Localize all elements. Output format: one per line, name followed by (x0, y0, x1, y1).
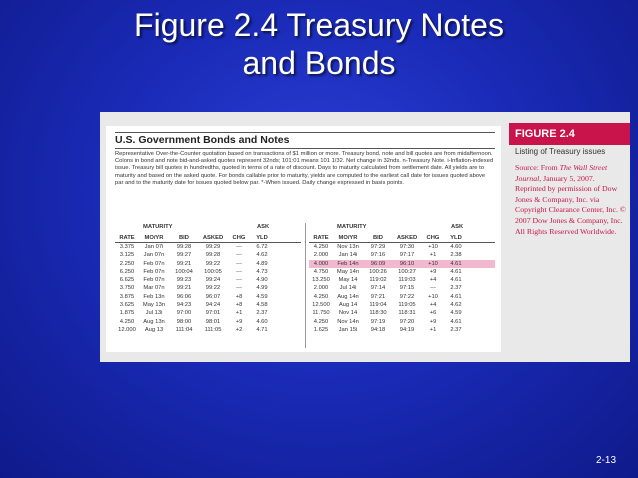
grid-divider (305, 223, 306, 348)
table-cell: 99:22 (205, 285, 221, 292)
table-cell: +10 (428, 244, 438, 250)
table-cell: --- (236, 252, 242, 259)
table-row (309, 309, 495, 317)
table-cell: 94:24 (205, 302, 221, 309)
table-cell: 118:30 (369, 310, 387, 317)
table-row (115, 318, 301, 326)
table-cell: 97:01 (205, 310, 221, 317)
treasury-table-sheet (106, 126, 501, 352)
header-ask: ASK (451, 224, 464, 230)
table-cell: 4.71 (256, 326, 268, 333)
table-cell: 12.000 (118, 326, 136, 333)
table-row (115, 268, 301, 276)
table-heading-rule (115, 148, 495, 149)
table-row (309, 268, 495, 276)
table-cell: +10 (428, 293, 438, 300)
table-cell: 100:27 (398, 268, 416, 275)
table-cell: 2.37 (256, 310, 268, 317)
table-cell: 97:16 (370, 252, 386, 259)
table-cell: 119:02 (369, 277, 387, 284)
table-cell: Aug 14 (338, 302, 358, 309)
figure-caption: Listing of Treasury issues (515, 147, 606, 156)
table-cell: 119:03 (398, 277, 416, 284)
table-cell: 4.61 (450, 318, 462, 325)
table-cell: 4.62 (256, 252, 268, 259)
table-cell: +10 (428, 260, 438, 267)
table-cell: 97:14 (370, 285, 386, 292)
table-cell: May 13n (142, 302, 166, 309)
table-cell: Nov 13n (337, 244, 359, 250)
table-cell: 12.500 (312, 302, 330, 309)
table-row (309, 276, 495, 284)
figure-source (515, 163, 627, 237)
table-cell: 98:01 (205, 318, 221, 325)
table-cell: Jan 15i (338, 326, 358, 333)
column-header-bid: BID (373, 235, 383, 241)
table-cell: 100:26 (369, 268, 387, 275)
table-cell: 97:00 (176, 310, 192, 317)
table-cell: 4.61 (450, 268, 462, 275)
table-cell: +1 (235, 310, 243, 317)
table-cell: 3.875 (119, 293, 135, 300)
table-cell: 4.61 (450, 293, 462, 300)
header-ask: ASK (257, 224, 270, 230)
table-cell: 6.250 (119, 268, 135, 275)
table-cell: 4.250 (313, 244, 329, 250)
header-maturity: MATURITY (143, 224, 173, 230)
table-cell: --- (236, 268, 242, 275)
table-cell: 4.750 (313, 268, 329, 275)
table-cell: 11.750 (312, 310, 330, 317)
table-row (115, 260, 301, 268)
table-cell: Nov 14n (337, 318, 359, 325)
column-header-rate: RATE (313, 235, 329, 241)
table-row (309, 293, 495, 301)
table-cell: +9 (235, 318, 243, 325)
table-cell: --- (236, 260, 242, 267)
slide-title (0, 6, 638, 82)
table-cell: 6.625 (119, 277, 135, 284)
table-row (115, 293, 301, 301)
table-cell: 97:20 (399, 318, 415, 325)
table-cell: 1.875 (119, 310, 135, 317)
table-cell: 4.60 (450, 244, 462, 250)
table-cell: 6.72 (256, 244, 268, 250)
table-cell: 3.125 (119, 252, 135, 259)
figure-source-journal: The Wall Street Journal (515, 163, 608, 183)
table-cell: 96:06 (176, 293, 192, 300)
table-cell: 99:24 (205, 277, 221, 284)
table-cell: 119:04 (369, 302, 387, 309)
table-cell: +1 (429, 326, 437, 333)
table-cell: 94:19 (399, 326, 415, 333)
figure-source-prefix: Source: From (515, 163, 560, 172)
table-cell: 99:27 (176, 252, 192, 259)
table-cell: 99:29 (205, 244, 221, 250)
table-cell: +6 (429, 310, 437, 317)
table-cell: 99:28 (176, 244, 192, 250)
table-cell: 4.62 (450, 302, 462, 309)
table-row (309, 284, 495, 292)
table-row (309, 301, 495, 309)
table-cell: --- (236, 277, 242, 284)
table-note: Representative Over-the-Counter quotation based on transactions of $1 million or more. Treasury bond, note and bill quotes are from midafternoon. Colons in bond and note bid-and-asked quotes represent 32nds; 101:01 means 101 1/32. Net change in 32nds. n-Treasury Note. i-Inflation-indexed issue. Treasury bill quotes in hundredths, quoted in terms of a rate of discount. Days to maturity calculated from settlement date. All yields are to maturity and based on the asked quote. For bonds callable prior to maturity, yields are computed to the earliest call date for issues quoted above par and to the maturity date for issues quoted below par. *-When issued. Daily change expressed in basis points. (115, 151, 494, 186)
table-cell: 4.250 (313, 293, 329, 300)
column-header-bid: BID (179, 235, 189, 241)
table-cell: 97:29 (370, 244, 386, 250)
table-cell: 2.250 (119, 260, 135, 267)
slide-number: 2-13 (596, 455, 617, 466)
quote-grid (115, 223, 495, 348)
quote-column-group-left (115, 223, 301, 334)
table-cell: Feb 07n (143, 260, 165, 267)
table-cell: 2.38 (450, 252, 462, 259)
table-row (309, 318, 495, 326)
table-cell: 99:21 (176, 285, 192, 292)
column-header-chg: CHG (232, 235, 246, 241)
table-cell: 2.37 (450, 285, 462, 292)
table-cell: Feb 13n (143, 293, 165, 300)
table-cell: 4.61 (450, 277, 462, 284)
table-cell: 100:04 (175, 268, 193, 275)
table-cell: 4.73 (256, 268, 268, 275)
table-cell: 4.58 (256, 302, 268, 309)
column-header-chg: CHG (426, 235, 440, 241)
table-row (115, 309, 301, 317)
slide-title-line-1: Figure 2.4 Treasury Notes (134, 7, 504, 43)
table-cell: 118:31 (398, 310, 416, 317)
table-cell: 4.89 (256, 260, 268, 267)
table-cell: 96:09 (370, 260, 386, 267)
table-row (115, 251, 301, 259)
table-cell: 4.59 (450, 310, 462, 317)
table-cell: 97:19 (370, 318, 386, 325)
table-cell: 4.250 (119, 318, 135, 325)
table-cell: 119:05 (398, 302, 416, 309)
table-cell: Jul 14i (339, 285, 357, 292)
quote-column-group-right (309, 223, 495, 334)
table-cell: 1.625 (313, 326, 329, 333)
column-header-rate: RATE (119, 235, 135, 241)
table-cell: 3.375 (119, 244, 135, 250)
table-cell: 97:22 (399, 293, 415, 300)
table-header-band (115, 223, 301, 243)
table-cell: Aug 13 (144, 326, 164, 333)
table-header-band (309, 223, 495, 243)
table-cell: 99:23 (176, 277, 192, 284)
column-header-yld: YLD (256, 235, 268, 241)
table-cell: 4.90 (256, 277, 268, 284)
table-cell: 94:18 (370, 326, 386, 333)
table-cell: 97:30 (399, 244, 415, 250)
table-cell: 4.61 (450, 260, 462, 267)
table-cell: Jan 07i (144, 244, 164, 250)
table-cell: 99:21 (176, 260, 192, 267)
table-cell: 94:23 (176, 302, 192, 309)
table-cell: May 14n (336, 268, 360, 275)
table-heading: U.S. Government Bonds and Notes (115, 134, 290, 146)
table-cell: 4.60 (256, 318, 268, 325)
table-row (115, 301, 301, 309)
table-row (115, 276, 301, 284)
table-cell: 111:04 (175, 326, 193, 333)
column-header-asked: ASKED (202, 235, 224, 241)
table-cell: 2.000 (313, 285, 329, 292)
table-cell: +2 (235, 326, 243, 333)
table-cell: 3.625 (119, 302, 135, 309)
table-cell: --- (236, 285, 242, 292)
table-cell: May 14 (338, 277, 358, 284)
table-cell: 13.250 (312, 277, 330, 284)
table-cell: 98:00 (176, 318, 192, 325)
figure-label: FIGURE 2.4 (509, 123, 630, 145)
slide-title-line-2: and Bonds (242, 45, 396, 81)
table-cell: +4 (429, 302, 437, 309)
table-cell: 100:05 (204, 268, 222, 275)
table-cell: 99:28 (205, 252, 221, 259)
table-top-rule (115, 132, 495, 133)
table-cell: Mar 07n (143, 285, 165, 292)
table-row (309, 260, 495, 268)
column-header-yld: YLD (450, 235, 462, 241)
table-cell: 97:17 (399, 252, 415, 259)
table-row (309, 251, 495, 259)
table-cell: +1 (429, 252, 437, 259)
table-cell: --- (236, 244, 242, 250)
table-cell: 4.99 (256, 285, 268, 292)
column-header-asked: ASKED (396, 235, 418, 241)
table-cell: Feb 14n (337, 260, 359, 267)
table-cell: 99:22 (205, 260, 221, 267)
table-cell: 96:10 (399, 260, 415, 267)
table-cell: 97:21 (370, 293, 386, 300)
table-cell: +8 (235, 302, 243, 309)
table-cell: 4.59 (256, 293, 268, 300)
column-header-moyr: MO/YR (144, 235, 164, 241)
table-row (115, 284, 301, 292)
table-cell: 96:07 (205, 293, 221, 300)
table-cell: +8 (235, 293, 243, 300)
table-cell: 3.750 (119, 285, 135, 292)
table-cell: --- (430, 285, 436, 292)
table-cell: 2.37 (450, 326, 462, 333)
table-cell: Aug 13n (143, 318, 165, 325)
table-cell: 97:15 (399, 285, 415, 292)
column-header-moyr: MO/YR (338, 235, 358, 241)
table-cell: 111:05 (204, 326, 222, 333)
table-cell: Jul 13i (145, 310, 163, 317)
table-cell: Nov 14 (338, 310, 358, 317)
table-row (309, 326, 495, 334)
table-cell: 4.250 (313, 318, 329, 325)
table-cell: 4.000 (313, 260, 329, 267)
table-cell: Feb 07n (143, 268, 165, 275)
table-row (115, 243, 301, 251)
table-cell: Jan 14i (338, 252, 358, 259)
table-cell: Aug 14n (337, 293, 359, 300)
table-cell: Jan 07n (143, 252, 165, 259)
figure-source-rest: , January 5, 2007. Reprinted by permission of Dow Jones & Company, Inc. via Copyright Clearance Center, Inc. © 2007 Dow Jones & Company, Inc. All Rights Reserved Worldwide. (515, 173, 626, 236)
table-row (309, 243, 495, 251)
table-cell: Feb 07n (143, 277, 165, 284)
header-maturity: MATURITY (337, 224, 367, 230)
table-cell: +9 (429, 318, 437, 325)
table-cell: +4 (429, 277, 437, 284)
table-cell: 2.000 (313, 252, 329, 259)
table-cell: +9 (429, 268, 437, 275)
table-row (115, 326, 301, 334)
